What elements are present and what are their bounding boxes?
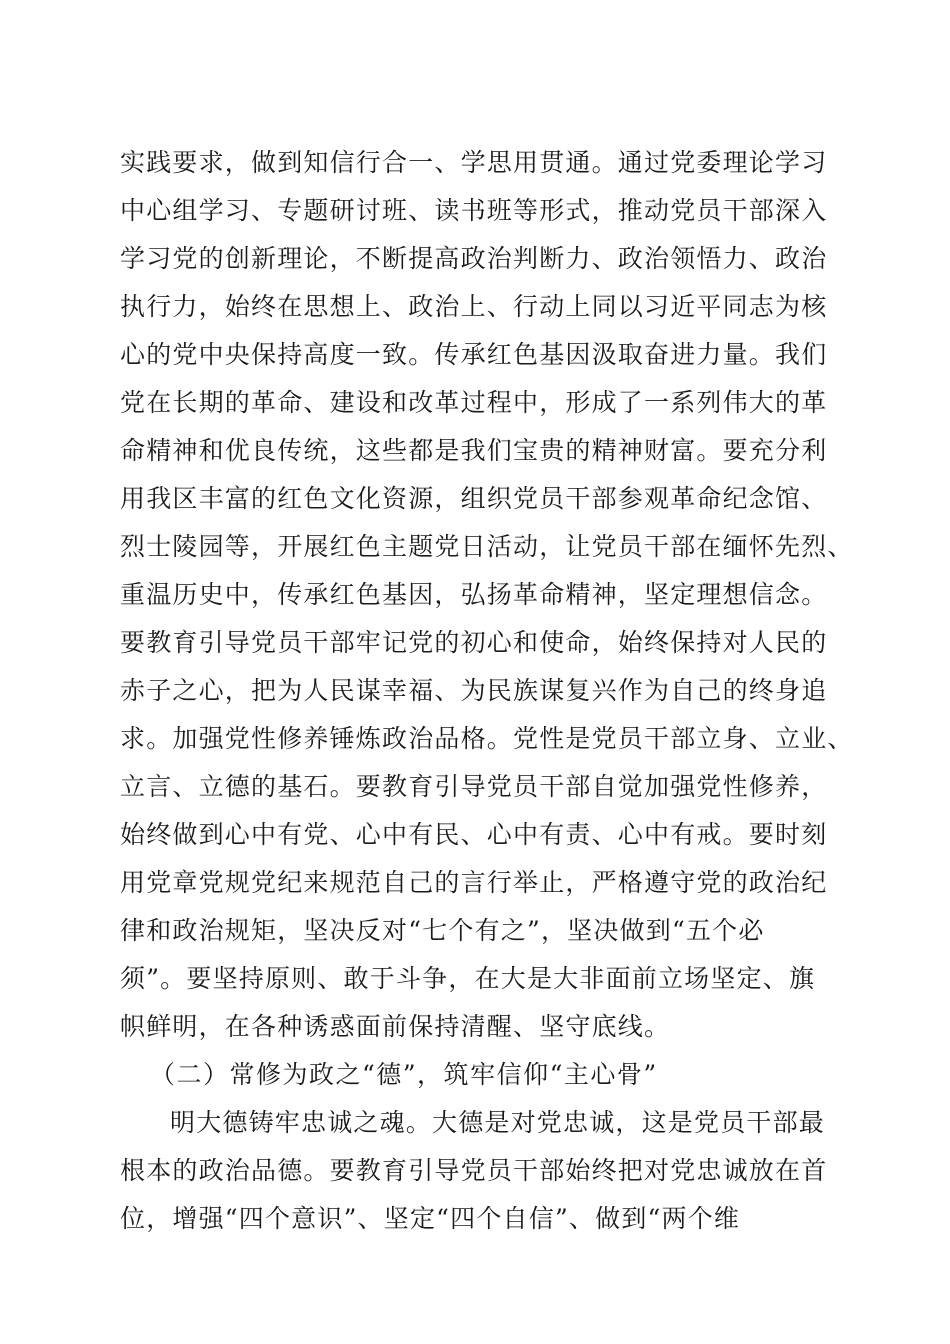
text-line: 烈士陵园等，开展红色主题党日活动，让党员干部在缅怀先烈、 xyxy=(120,532,854,561)
text-line: 学习党的创新理论，不断提高政治判断力、政治领悟力、政治 xyxy=(120,244,828,273)
text-line: 根本的政治品德。要教育引导党员干部始终把对党忠诚放在首 xyxy=(120,1156,828,1185)
text-line: 用我区丰富的红色文化资源，组织党员干部参观革命纪念馆、 xyxy=(120,484,828,513)
text-line: 位，增强“四个意识”、坚定“四个自信”、做到“两个维 xyxy=(120,1204,741,1233)
text-line: 帜鲜明，在各种诱惑面前保持清醒、坚守底线。 xyxy=(120,1012,671,1041)
text-line: 要教育引导党员干部牢记党的初心和使命，始终保持对人民的 xyxy=(120,628,828,657)
text-line: 律和政治规矩，坚决反对“七个有之”，坚决做到“五个必 xyxy=(120,916,765,945)
text-line: 用党章党规党纪来规范自己的言行举止，严格遵守党的政治纪 xyxy=(120,868,828,897)
text-line: 中心组学习、专题研讨班、读书班等形式，推动党员干部深入 xyxy=(120,196,828,225)
text-line: 须”。要坚持原则、敢于斗争，在大是大非面前立场坚定、旗 xyxy=(120,964,816,993)
text-line: 命精神和优良传统，这些都是我们宝贵的精神财富。要充分利 xyxy=(120,436,828,465)
text-line: 心的党中央保持高度一致。传承红色基因汲取奋进力量。我们 xyxy=(120,340,828,369)
text-line: 重温历史中，传承红色基因，弘扬革命精神，坚定理想信念。 xyxy=(120,580,828,609)
text-line: 执行力，始终在思想上、政治上、行动上同以习近平同志为核 xyxy=(120,292,828,321)
text-line: 始终做到心中有党、心中有民、心中有责、心中有戒。要时刻 xyxy=(120,820,828,849)
text-line: 求。加强党性修养锤炼政治品格。党性是党员干部立身、立业、 xyxy=(120,724,854,753)
text-line: 实践要求，做到知信行合一、学思用贯通。通过党委理论学习 xyxy=(120,148,828,177)
text-line: 明大德铸牢忠诚之魂。大德是对党忠诚，这是党员干部最 xyxy=(170,1108,826,1137)
section-heading: （二）常修为政之“德”，筑牢信仰“主心骨” xyxy=(150,1060,658,1089)
text-line: 党在长期的革命、建设和改革过程中，形成了一系列伟大的革 xyxy=(120,388,828,417)
text-line: 立言、立德的基石。要教育引导党员干部自觉加强党性修养， xyxy=(120,772,828,801)
text-line: 赤子之心，把为人民谋幸福、为民族谋复兴作为自己的终身追 xyxy=(120,676,828,705)
